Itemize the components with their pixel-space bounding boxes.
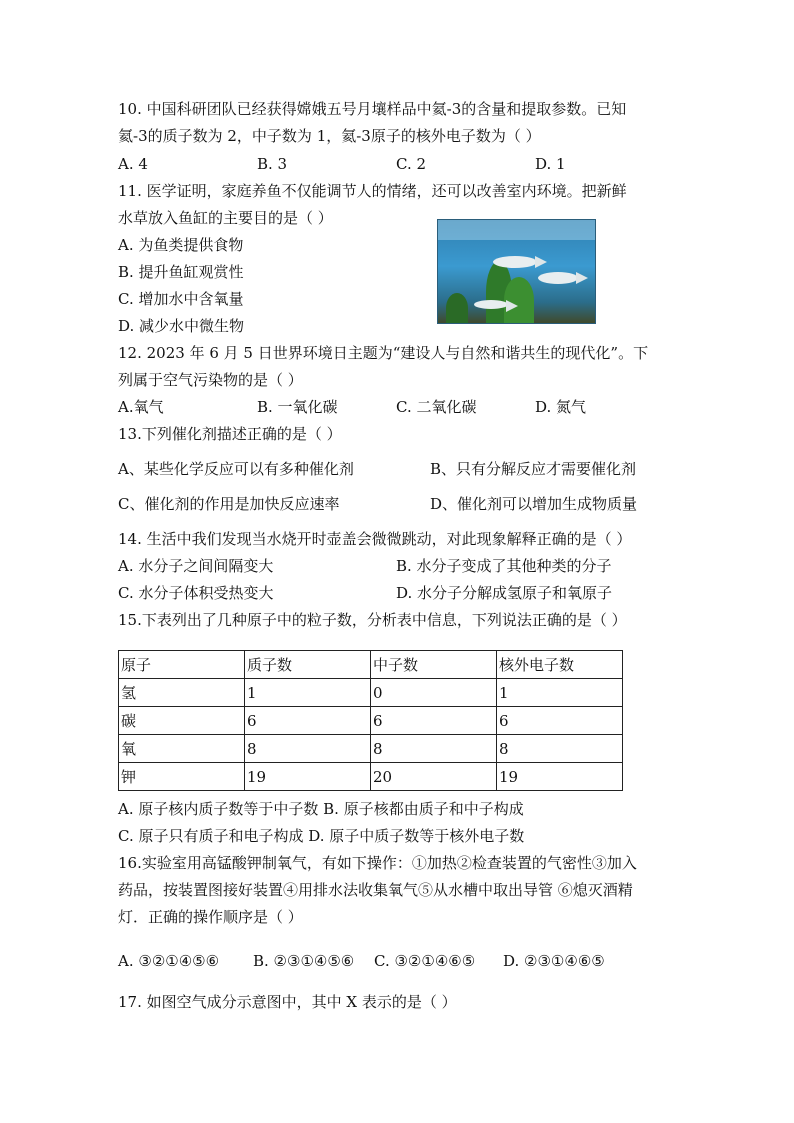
q15-options-line1: A. 原子核内质子数等于中子数 B. 原子核都由质子和中子构成 — [118, 800, 524, 818]
table-cell: 钾 — [119, 763, 245, 791]
q11-option-b: B. 提升鱼缸观赏性 — [118, 263, 244, 281]
aquarium-photo — [437, 219, 596, 324]
q12-stem-line1: 12. 2023 年 6 月 5 日世界环境日主题为“建设人与自然和谐共生的现代化”。下 — [118, 344, 649, 362]
q16-option-c: C. ③②①④⑥⑤ — [374, 952, 476, 970]
aquarium-fish — [493, 256, 537, 268]
q10-stem-line1: 10. 中国科研团队已经获得嫦娥五号月壤样品中氦-3的含量和提取参数。已知 — [118, 100, 627, 118]
q16-option-a: A. ③②①④⑤⑥ — [118, 952, 220, 970]
q11-stem-line1: 11. 医学证明，家庭养鱼不仅能调节人的情绪，还可以改善室内环境。把新鲜 — [118, 182, 627, 200]
q10-option-c: C. 2 — [396, 155, 427, 173]
q13-option-c: C、催化剂的作用是加快反应速率 — [118, 495, 340, 513]
table-cell: 氢 — [119, 679, 245, 707]
q10-stem-line2: 氦-3的质子数为 2，中子数为 1，氦-3原子的核外电子数为（ ） — [118, 127, 541, 145]
table-header-cell: 原子 — [119, 651, 245, 679]
table-cell: 氧 — [119, 735, 245, 763]
q11-option-d: D. 减少水中微生物 — [118, 317, 245, 335]
q16-option-b: B. ②③①④⑤⑥ — [253, 952, 355, 970]
table-header-cell: 中子数 — [371, 651, 497, 679]
table-header-cell: 核外电子数 — [497, 651, 623, 679]
table-cell: 19 — [497, 763, 623, 791]
q12-option-d: D. 氮气 — [535, 398, 587, 416]
table-cell: 8 — [371, 735, 497, 763]
q14-stem: 14. 生活中我们发现当水烧开时壶盖会微微跳动，对此现象解释正确的是（ ） — [118, 530, 632, 548]
q14-option-c: C. 水分子体积受热变大 — [118, 584, 274, 602]
table-row — [119, 763, 623, 791]
q11-option-a: A. 为鱼类提供食物 — [118, 236, 244, 254]
q12-option-a: A.氧气 — [118, 398, 164, 416]
table-row — [119, 707, 623, 735]
q16-option-d: D. ②③①④⑥⑤ — [503, 952, 605, 970]
table-cell: 6 — [497, 707, 623, 735]
table-cell: 8 — [497, 735, 623, 763]
q13-option-b: B、只有分解反应才需要催化剂 — [430, 460, 637, 478]
q17-stem: 17. 如图空气成分示意图中，其中 X 表示的是（ ） — [118, 993, 457, 1011]
table-cell: 20 — [371, 763, 497, 791]
table-row — [119, 679, 623, 707]
q16-stem-line3: 灯．正确的操作顺序是（ ） — [118, 908, 303, 926]
table-cell: 6 — [371, 707, 497, 735]
q10-option-b: B. 3 — [257, 155, 288, 173]
table-cell: 19 — [245, 763, 371, 791]
q11-stem-line2: 水草放入鱼缸的主要目的是（ ） — [118, 209, 333, 227]
q15-options-line2: C. 原子只有质子和电子构成 D. 原子中质子数等于核外电子数 — [118, 827, 525, 845]
q10-option-d: D. 1 — [535, 155, 566, 173]
atom-particle-table — [118, 650, 623, 791]
q15-stem: 15.下表列出了几种原子中的粒子数，分析表中信息，下列说法正确的是（ ） — [118, 611, 627, 629]
table-cell: 0 — [371, 679, 497, 707]
q11-option-c: C. 增加水中含氧量 — [118, 290, 244, 308]
table-cell: 6 — [245, 707, 371, 735]
q13-option-d: D、催化剂可以增加生成物质量 — [430, 495, 638, 513]
q12-option-b: B. 一氧化碳 — [257, 398, 338, 416]
aquarium-glass — [438, 220, 595, 240]
table-cell: 8 — [245, 735, 371, 763]
q12-stem-line2: 列属于空气污染物的是（ ） — [118, 371, 303, 389]
table-cell: 1 — [497, 679, 623, 707]
q12-option-c: C. 二氧化碳 — [396, 398, 477, 416]
table-row — [119, 735, 623, 763]
q13-stem: 13.下列催化剂描述正确的是（ ） — [118, 425, 342, 443]
table-cell: 碳 — [119, 707, 245, 735]
aquarium-fish — [538, 272, 578, 284]
aquarium-fish — [474, 300, 508, 309]
aquarium-plant — [446, 293, 468, 323]
table-cell: 1 — [245, 679, 371, 707]
table-header-cell: 质子数 — [245, 651, 371, 679]
q16-stem-line1: 16.实验室用高锰酸钾制氧气，有如下操作：①加热②检查装置的气密性③加入 — [118, 854, 637, 872]
q10-option-a: A. 4 — [118, 155, 148, 173]
q14-option-b: B. 水分子变成了其他种类的分子 — [396, 557, 612, 575]
q13-option-a: A、某些化学反应可以有多种催化剂 — [118, 460, 354, 478]
q14-option-d: D. 水分子分解成氢原子和氧原子 — [396, 584, 613, 602]
table-header-row — [119, 651, 623, 679]
q14-option-a: A. 水分子之间间隔变大 — [118, 557, 274, 575]
q16-stem-line2: 药品，按装置图接好装置④用排水法收集氧气⑤从水槽中取出导管 ⑥熄灭酒精 — [118, 881, 633, 899]
